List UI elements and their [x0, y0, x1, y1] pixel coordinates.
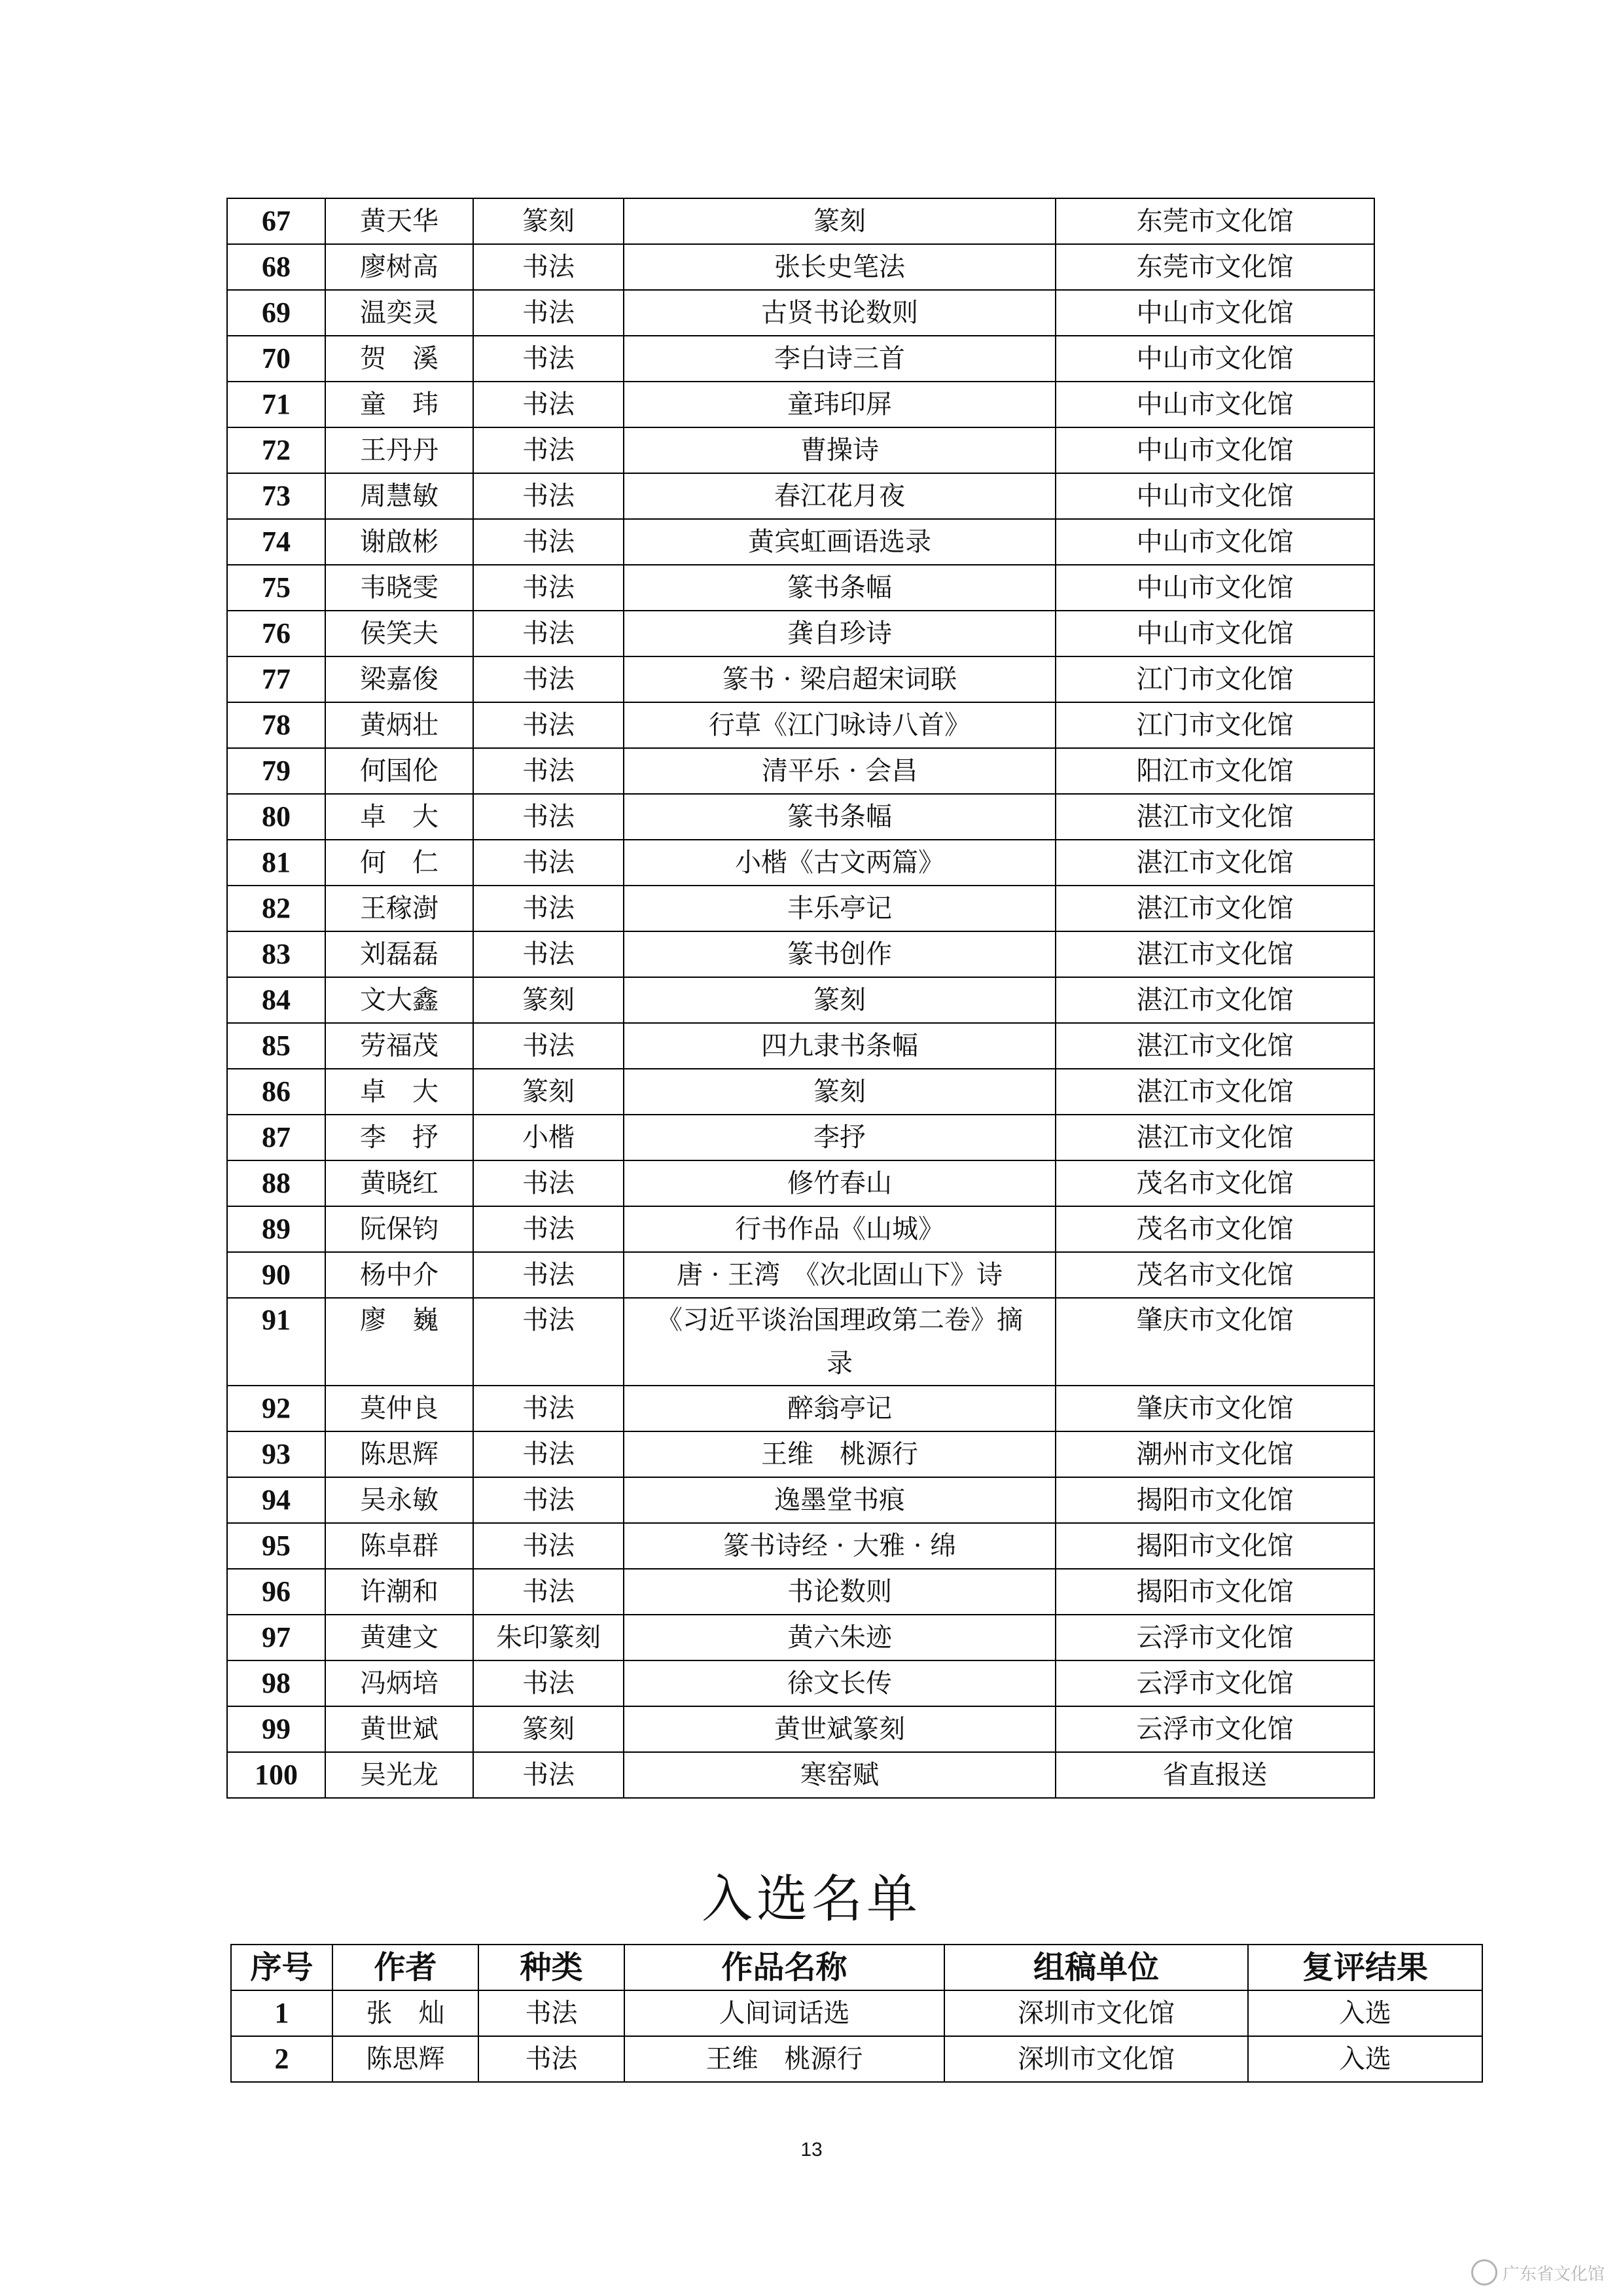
author-cell: 吴永敏: [325, 1477, 473, 1523]
row-number: 95: [227, 1523, 325, 1569]
organizing-unit-cell: 中山市文化馆: [1056, 382, 1374, 427]
row-number: 87: [227, 1115, 325, 1160]
category-cell: 书法: [473, 1206, 624, 1252]
author-cell: 卓 大: [325, 1069, 473, 1115]
author-cell: 王稼澍: [325, 886, 473, 931]
results-table-body: [227, 198, 1374, 1798]
category-cell: 书法: [473, 1752, 624, 1798]
work-title-cell: 龚自珍诗: [624, 611, 1056, 656]
work-title-cell: 王维 桃源行: [624, 1431, 1056, 1477]
category-cell: 书法: [473, 840, 624, 886]
category-cell: 书法: [473, 473, 624, 519]
category-cell: 书法: [473, 1660, 624, 1706]
table-row: [227, 336, 1374, 382]
organizing-unit-cell: 中山市文化馆: [1056, 565, 1374, 611]
header-no: 序号: [231, 1945, 332, 1990]
row-number: 68: [227, 244, 325, 290]
author-cell: 何 仁: [325, 840, 473, 886]
row-number: 92: [227, 1386, 325, 1431]
work-title-cell: 篆书条幅: [624, 794, 1056, 840]
author-cell: 卓 大: [325, 794, 473, 840]
row-number: 73: [227, 473, 325, 519]
selected-list-title: 入选名单: [701, 1870, 921, 1929]
table-row: [231, 1990, 1482, 2036]
organizing-unit-cell: 肇庆市文化馆: [1056, 1298, 1374, 1386]
author-cell: 梁嘉俊: [325, 656, 473, 702]
table-row: [227, 1252, 1374, 1298]
table-row: [227, 611, 1374, 656]
category-cell: 书法: [473, 1523, 624, 1569]
category-cell: 篆刻: [473, 1069, 624, 1115]
work-title-cell: 黄六朱迹: [624, 1615, 1056, 1660]
author-cell: 陈卓群: [325, 1523, 473, 1569]
row-number: 99: [227, 1706, 325, 1752]
work-title-cell: 黄世斌篆刻: [624, 1706, 1056, 1752]
table-row: [227, 1615, 1374, 1660]
row-number: 1: [231, 1990, 332, 2036]
organizing-unit-cell: 揭阳市文化馆: [1056, 1569, 1374, 1615]
category-cell: 书法: [473, 1431, 624, 1477]
museum-logo-icon: [1471, 2259, 1497, 2286]
row-number: 88: [227, 1160, 325, 1206]
watermark: [1471, 2259, 1605, 2286]
table-row: [227, 290, 1374, 336]
author-cell: 温奕灵: [325, 290, 473, 336]
table-row: [227, 702, 1374, 748]
table-row: [227, 977, 1374, 1023]
organizing-unit-cell: 潮州市文化馆: [1056, 1431, 1374, 1477]
work-title-line: 《习近平谈治国理政第二卷》摘: [656, 1305, 1023, 1335]
table-row: [227, 1706, 1374, 1752]
row-number: 85: [227, 1023, 325, 1069]
organizing-unit-cell: 省直报送: [1056, 1752, 1374, 1798]
organizing-unit-cell: 湛江市文化馆: [1056, 1069, 1374, 1115]
table-row: [227, 1660, 1374, 1706]
work-title-cell: 篆刻: [624, 1069, 1056, 1115]
row-number: 77: [227, 656, 325, 702]
author-cell: 许潮和: [325, 1569, 473, 1615]
work-title-cell: 黄宾虹画语选录: [624, 519, 1056, 565]
author-cell: 吴光龙: [325, 1752, 473, 1798]
organizing-unit-cell: 云浮市文化馆: [1056, 1706, 1374, 1752]
category-cell: 书法: [478, 2036, 624, 2082]
author-cell: 廖 巍: [325, 1298, 473, 1386]
category-cell: 书法: [473, 382, 624, 427]
author-cell: 杨中介: [325, 1252, 473, 1298]
table-row: [227, 473, 1374, 519]
author-cell: 韦晓雯: [325, 565, 473, 611]
organizing-unit-cell: 东莞市文化馆: [1056, 198, 1374, 244]
work-title-cell: 逸墨堂书痕: [624, 1477, 1056, 1523]
row-number: 70: [227, 336, 325, 382]
table-row: [227, 1069, 1374, 1115]
table-row: [227, 1386, 1374, 1431]
organizing-unit-cell: 湛江市文化馆: [1056, 1023, 1374, 1069]
work-title-cell: 寒窑赋: [624, 1752, 1056, 1798]
category-cell: 书法: [478, 1990, 624, 2036]
author-cell: 王丹丹: [325, 427, 473, 473]
selected-table-header-row: [231, 1945, 1482, 1990]
organizing-unit-cell: 云浮市文化馆: [1056, 1615, 1374, 1660]
author-cell: 刘磊磊: [325, 931, 473, 977]
table-row: [227, 1523, 1374, 1569]
work-title-cell: 篆书 · 梁启超宋词联: [624, 656, 1056, 702]
work-title-cell: 篆书条幅: [624, 565, 1056, 611]
category-cell: 书法: [473, 427, 624, 473]
category-cell: 书法: [473, 1023, 624, 1069]
author-cell: 黄炳壮: [325, 702, 473, 748]
row-number: 82: [227, 886, 325, 931]
table-row: [227, 382, 1374, 427]
organizing-unit-cell: 东莞市文化馆: [1056, 244, 1374, 290]
organizing-unit-cell: 揭阳市文化馆: [1056, 1477, 1374, 1523]
row-number: 100: [227, 1752, 325, 1798]
category-cell: 书法: [473, 565, 624, 611]
category-cell: 书法: [473, 1298, 624, 1386]
table-row: [227, 1431, 1374, 1477]
table-row: [227, 931, 1374, 977]
results-table: [226, 198, 1375, 1799]
organizing-unit-cell: 中山市文化馆: [1056, 290, 1374, 336]
table-row: [227, 198, 1374, 244]
organizing-unit-cell: 湛江市文化馆: [1056, 977, 1374, 1023]
organizing-unit-cell: 茂名市文化馆: [1056, 1252, 1374, 1298]
work-title-cell: 篆刻: [624, 198, 1056, 244]
category-cell: 书法: [473, 656, 624, 702]
category-cell: 朱印篆刻: [473, 1615, 624, 1660]
organizing-unit-cell: 中山市文化馆: [1056, 336, 1374, 382]
row-number: 80: [227, 794, 325, 840]
work-title-line: 录: [827, 1348, 853, 1378]
table-row: [227, 1206, 1374, 1252]
author-cell: 黄晓红: [325, 1160, 473, 1206]
work-title-cell: 春江花月夜: [624, 473, 1056, 519]
row-number: 97: [227, 1615, 325, 1660]
row-number: 90: [227, 1252, 325, 1298]
category-cell: 书法: [473, 748, 624, 794]
author-cell: 侯笑夫: [325, 611, 473, 656]
table-row: [227, 244, 1374, 290]
row-number: 75: [227, 565, 325, 611]
category-cell: 书法: [473, 1569, 624, 1615]
category-cell: 小楷: [473, 1115, 624, 1160]
organizing-unit-cell: 揭阳市文化馆: [1056, 1523, 1374, 1569]
table-row: [227, 748, 1374, 794]
author-cell: 黄世斌: [325, 1706, 473, 1752]
work-title-cell: 曹操诗: [624, 427, 1056, 473]
organizing-unit-cell: 中山市文化馆: [1056, 519, 1374, 565]
work-title-cell: 王维 桃源行: [624, 2036, 944, 2082]
category-cell: 书法: [473, 1386, 624, 1431]
table-row: [227, 840, 1374, 886]
table-row: [227, 1477, 1374, 1523]
author-cell: 陈思辉: [325, 1431, 473, 1477]
table-row: [227, 1752, 1374, 1798]
organizing-unit-cell: 茂名市文化馆: [1056, 1160, 1374, 1206]
work-title-cell: 徐文长传: [624, 1660, 1056, 1706]
organizing-unit-cell: 肇庆市文化馆: [1056, 1386, 1374, 1431]
author-cell: 谢啟彬: [325, 519, 473, 565]
row-number: 94: [227, 1477, 325, 1523]
organizing-unit-cell: 茂名市文化馆: [1056, 1206, 1374, 1252]
row-number: 71: [227, 382, 325, 427]
work-title-cell: [624, 1298, 1056, 1386]
category-cell: 书法: [473, 702, 624, 748]
organizing-unit-cell: 湛江市文化馆: [1056, 931, 1374, 977]
organizing-unit-cell: 云浮市文化馆: [1056, 1660, 1374, 1706]
table-row: [227, 794, 1374, 840]
work-title-cell: 四九隶书条幅: [624, 1023, 1056, 1069]
table-row: [227, 427, 1374, 473]
table-row: [227, 1115, 1374, 1160]
table-row: [227, 656, 1374, 702]
organizing-unit-cell: 中山市文化馆: [1056, 611, 1374, 656]
category-cell: 书法: [473, 931, 624, 977]
row-number: 76: [227, 611, 325, 656]
author-cell: 张 灿: [332, 1990, 478, 2036]
organizing-unit-cell: 湛江市文化馆: [1056, 794, 1374, 840]
category-cell: 书法: [473, 794, 624, 840]
row-number: 86: [227, 1069, 325, 1115]
row-number: 93: [227, 1431, 325, 1477]
organizing-unit-cell: 深圳市文化馆: [944, 1990, 1248, 2036]
work-title-cell: 醉翁亭记: [624, 1386, 1056, 1431]
header-unit: 组稿单位: [944, 1945, 1248, 1990]
category-cell: 书法: [473, 1252, 624, 1298]
row-number: 67: [227, 198, 325, 244]
author-cell: 贺 溪: [325, 336, 473, 382]
author-cell: 文大鑫: [325, 977, 473, 1023]
category-cell: 篆刻: [473, 977, 624, 1023]
row-number: 74: [227, 519, 325, 565]
header-result: 复评结果: [1248, 1945, 1482, 1990]
author-cell: 周慧敏: [325, 473, 473, 519]
category-cell: 书法: [473, 611, 624, 656]
category-cell: 书法: [473, 886, 624, 931]
watermark-text: 广东省文化馆: [1502, 2264, 1605, 2284]
row-number: 91: [227, 1298, 325, 1386]
table-row: [227, 1298, 1374, 1386]
work-title-cell: 小楷《古文两篇》: [624, 840, 1056, 886]
organizing-unit-cell: 深圳市文化馆: [944, 2036, 1248, 2082]
table-row: [227, 1569, 1374, 1615]
category-cell: 篆刻: [473, 198, 624, 244]
author-cell: 黄天华: [325, 198, 473, 244]
table-row: [227, 1023, 1374, 1069]
work-title-cell: 童玮印屏: [624, 382, 1056, 427]
author-cell: 劳福茂: [325, 1023, 473, 1069]
work-title-cell: 丰乐亭记: [624, 886, 1056, 931]
header-type: 种类: [478, 1945, 624, 1990]
work-title-cell: 行书作品《山城》: [624, 1206, 1056, 1252]
header-title: 作品名称: [624, 1945, 944, 1990]
work-title-cell: 修竹春山: [624, 1160, 1056, 1206]
organizing-unit-cell: 湛江市文化馆: [1056, 840, 1374, 886]
table-row: [227, 886, 1374, 931]
organizing-unit-cell: 湛江市文化馆: [1056, 1115, 1374, 1160]
work-title-cell: 行草《江门咏诗八首》: [624, 702, 1056, 748]
work-title-cell: 人间词话选: [624, 1990, 944, 2036]
work-title-cell: 清平乐 · 会昌: [624, 748, 1056, 794]
author-cell: 何国伦: [325, 748, 473, 794]
work-title-cell: 张长史笔法: [624, 244, 1056, 290]
row-number: 2: [231, 2036, 332, 2082]
organizing-unit-cell: 中山市文化馆: [1056, 427, 1374, 473]
organizing-unit-cell: 阳江市文化馆: [1056, 748, 1374, 794]
row-number: 79: [227, 748, 325, 794]
work-title-cell: 篆书诗经 · 大雅 · 绵: [624, 1523, 1056, 1569]
work-title-cell: 唐 · 王湾 《次北固山下》诗: [624, 1252, 1056, 1298]
author-cell: 冯炳培: [325, 1660, 473, 1706]
author-cell: 陈思辉: [332, 2036, 478, 2082]
table-row: [227, 519, 1374, 565]
table-row: [227, 1160, 1374, 1206]
category-cell: 书法: [473, 1160, 624, 1206]
category-cell: 书法: [473, 519, 624, 565]
work-title-cell: 李白诗三首: [624, 336, 1056, 382]
author-cell: 黄建文: [325, 1615, 473, 1660]
row-number: 78: [227, 702, 325, 748]
category-cell: 书法: [473, 244, 624, 290]
category-cell: 篆刻: [473, 1706, 624, 1752]
author-cell: 廖树高: [325, 244, 473, 290]
work-title-cell: 李抒: [624, 1115, 1056, 1160]
work-title-cell: 篆书创作: [624, 931, 1056, 977]
work-title-cell: 篆刻: [624, 977, 1056, 1023]
author-cell: 阮保钧: [325, 1206, 473, 1252]
table-row: [227, 565, 1374, 611]
page-number: 13: [800, 2139, 823, 2161]
work-title-cell: 古贤书论数则: [624, 290, 1056, 336]
row-number: 83: [227, 931, 325, 977]
author-cell: 童 玮: [325, 382, 473, 427]
selected-table: [230, 1944, 1483, 2083]
organizing-unit-cell: 湛江市文化馆: [1056, 886, 1374, 931]
author-cell: 莫仲良: [325, 1386, 473, 1431]
author-cell: 李 抒: [325, 1115, 473, 1160]
category-cell: 书法: [473, 290, 624, 336]
selected-table-body: [231, 1990, 1482, 2082]
row-number: 89: [227, 1206, 325, 1252]
organizing-unit-cell: 江门市文化馆: [1056, 656, 1374, 702]
review-result-cell: 入选: [1248, 1990, 1482, 2036]
row-number: 72: [227, 427, 325, 473]
category-cell: 书法: [473, 1477, 624, 1523]
review-result-cell: 入选: [1248, 2036, 1482, 2082]
organizing-unit-cell: 江门市文化馆: [1056, 702, 1374, 748]
work-title-cell: 书论数则: [624, 1569, 1056, 1615]
table-row: [231, 2036, 1482, 2082]
row-number: 96: [227, 1569, 325, 1615]
header-author: 作者: [332, 1945, 478, 1990]
row-number: 98: [227, 1660, 325, 1706]
row-number: 84: [227, 977, 325, 1023]
organizing-unit-cell: 中山市文化馆: [1056, 473, 1374, 519]
row-number: 69: [227, 290, 325, 336]
row-number: 81: [227, 840, 325, 886]
category-cell: 书法: [473, 336, 624, 382]
